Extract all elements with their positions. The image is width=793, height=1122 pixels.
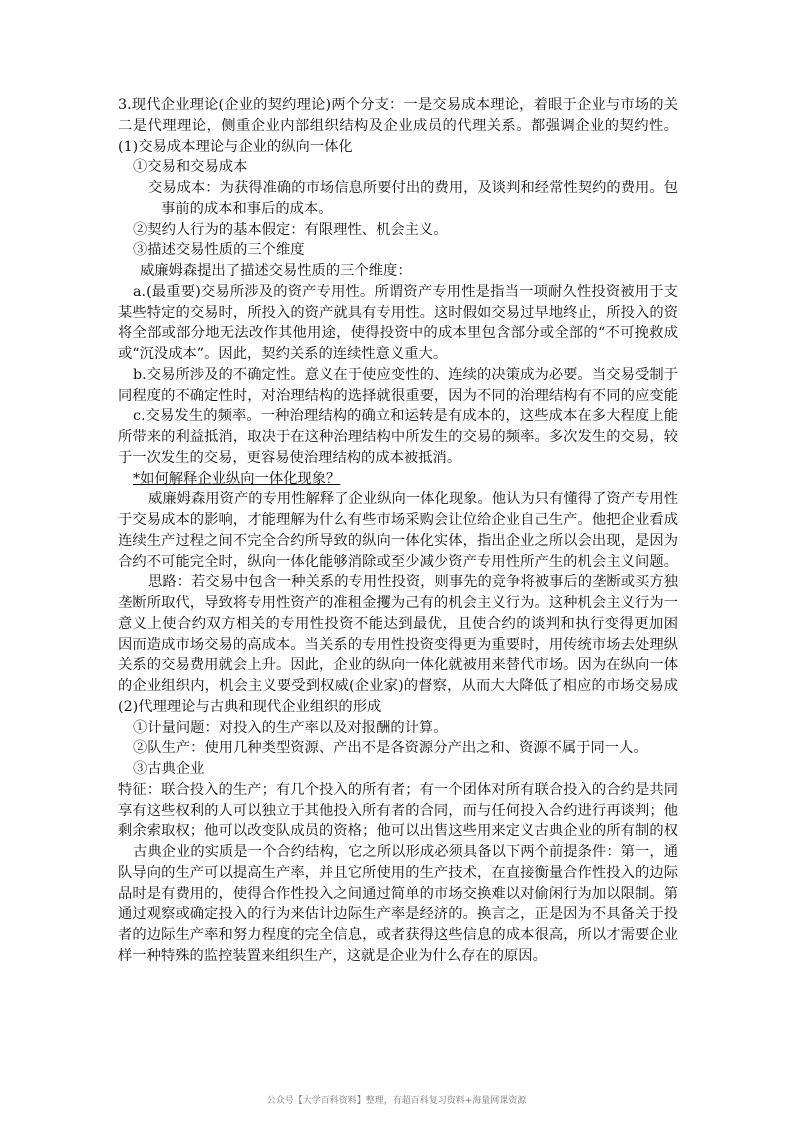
text-line: 或“沉没成本”。因此，契约关系的连续性意义重大。 (118, 346, 448, 362)
text-line: 二是代理理论，侧重企业内部组织结构及企业成员的代理关系。都强调企业的契约性。 (118, 117, 678, 134)
text-line: 威廉姆森提出了描述交易性质的三个维度： (140, 263, 412, 279)
text-line: 交易成本：为获得准确的市场信息所要付出的费用，及谈判和经常性契约的费用。包 (148, 180, 678, 196)
text-line: 威廉姆森用资产的专用性解释了企业纵向一体化现象。他认为只有懂得了资产专用性 (148, 491, 678, 508)
text-line: 同程度的不确定性时，对治理结构的选择就很重要，因为不同的治理结构有不同的应变能 (118, 387, 678, 404)
text-line: 因而造成市场交易的高成本。当关系的专用性投资变得更为重要时，用传统市场去处理纵 (118, 636, 678, 653)
text-line: 样一种特殊的监控装置来组织生产，这就是企业为什么存在的原因。 (118, 947, 547, 964)
text-line: (2)代理理论与古典和现代企业组织的形成 (118, 698, 382, 715)
text-line: 品时是有费用的，使得合作性投入之间通过简单的市场交换难以对偷闲行为加以限制。第 (118, 885, 678, 902)
text-line: 队导向的生产可以提高生产率，并且它所使用的生产技术，在直接衡量合作性投入的边际 (118, 864, 678, 881)
text-line: 于一次发生的交易，更容易使治理结构的成本被抵消。 (118, 449, 462, 466)
text-line: 思路：若交易中包含一种关系的专用性投资，则事先的竞争将被事后的垄断或买方独 (148, 574, 678, 591)
text-line: 通过观察或确定投入的行为来估计边际生产率是经济的。换言之，正是因为不具备关于投 (118, 906, 678, 923)
text-line: 者的边际生产率和努力程度的完全信息，或者获得这些信息的成本很高，所以才需要企业 (118, 927, 678, 943)
text-line: 关系的交易费用就会上升。因此，企业的纵向一体化就被用来替代市场。因为在纵向一体 (118, 657, 678, 674)
text-line: 意义上使合约双方相关的专用性投资不能达到最优，且使合约的谈判和执行变得更加困 (118, 615, 678, 632)
text-line: ③古典企业 (133, 761, 205, 777)
footer-watermark: 公众号【大学百科资料】整理，有超百科复习资料+海量网课资源 (266, 1096, 527, 1106)
text-line: 特征：联合投入的生产；有几个投入的所有者；有一个团体对所有联合投入的合约是共同 (118, 781, 678, 798)
text-line: b.交易所涉及的不确定性。意义在于使应变性的、连续的决策成为必要。当交易受制于 (133, 366, 678, 383)
text-line: ②队生产：使用几种类型资源、产出不是各资源分产出之和、资源不属于同一人。 (133, 740, 648, 757)
text-line: 古典企业的实质是一个合约结构，它之所以形成必须具备以下两个前提条件：第一，通 (133, 844, 678, 860)
text-line: 合约不可能完全时，纵向一体化能够消除或至少减少资产专用性所产生的机会主义问题。 (118, 553, 678, 570)
text-line: 所带来的利益抵消，取决于在这种治理结构中所发生的交易的频率。多次发生的交易，较 (118, 429, 678, 445)
text-line: 垄断所取代，导致将专用性资产的准租金攫为己有的机会主义行为。这种机会主义行为一 (118, 595, 678, 611)
section-question-heading: *如何解释企业纵向一体化现象？ (133, 470, 341, 487)
text-line: 连续生产过程之间不完全合约所导致的纵向一体化实体，指出企业之所以会出现，是因为 (118, 532, 678, 549)
text-line: ③描述交易性质的三个维度 (133, 242, 305, 259)
text-line: 于交易成本的影响，才能理解为什么有些市场采购会让位给企业自己生产。他把企业看成 (118, 512, 678, 528)
text-line: 的企业组织内，机会主义要受到权威(企业家)的督察，从而大大降低了相应的市场交易成 (118, 678, 678, 694)
text-line: 剩余索取权；他可以改变队成员的资格；他可以出售这些用来定义古典企业的所有制的权 (118, 823, 678, 840)
text-line: c.交易发生的频率。一种治理结构的确立和运转是有成本的，这些成本在多大程度上能 (133, 408, 678, 425)
text-line: 享有这些权利的人可以独立于其他投入所有者的合同，而与任何投入合约进行再谈判；他 (118, 802, 678, 819)
text-line: (1)交易成本理论与企业的纵向一体化 (118, 138, 353, 155)
text-line: a.(最重要)交易所涉及的资产专用性。所谓资产专用性是指当一项耐久性投资被用于支 (133, 283, 678, 300)
text-line: ①交易和交易成本 (133, 159, 248, 176)
text-line: 某些特定的交易时，所投入的资产就具有专用性。这时假如交易过早地终止，所投入的资 (118, 304, 678, 321)
text-line: ②契约人行为的基本假定：有限理性、机会主义。 (133, 221, 448, 238)
text-line: 3.现代企业理论(企业的契约理论)两个分支：一是交易成本理论，着眼于企业与市场的关 (118, 97, 678, 113)
text-line: 将全部或部分地无法改作其他用途，使得投资中的成本里包含部分或全部的“不可挽救成 (118, 325, 678, 342)
text-line: ①计量问题：对投入的生产率以及对报酬的计算。 (133, 719, 448, 736)
text-line: 事前的成本和事后的成本。 (161, 200, 333, 217)
